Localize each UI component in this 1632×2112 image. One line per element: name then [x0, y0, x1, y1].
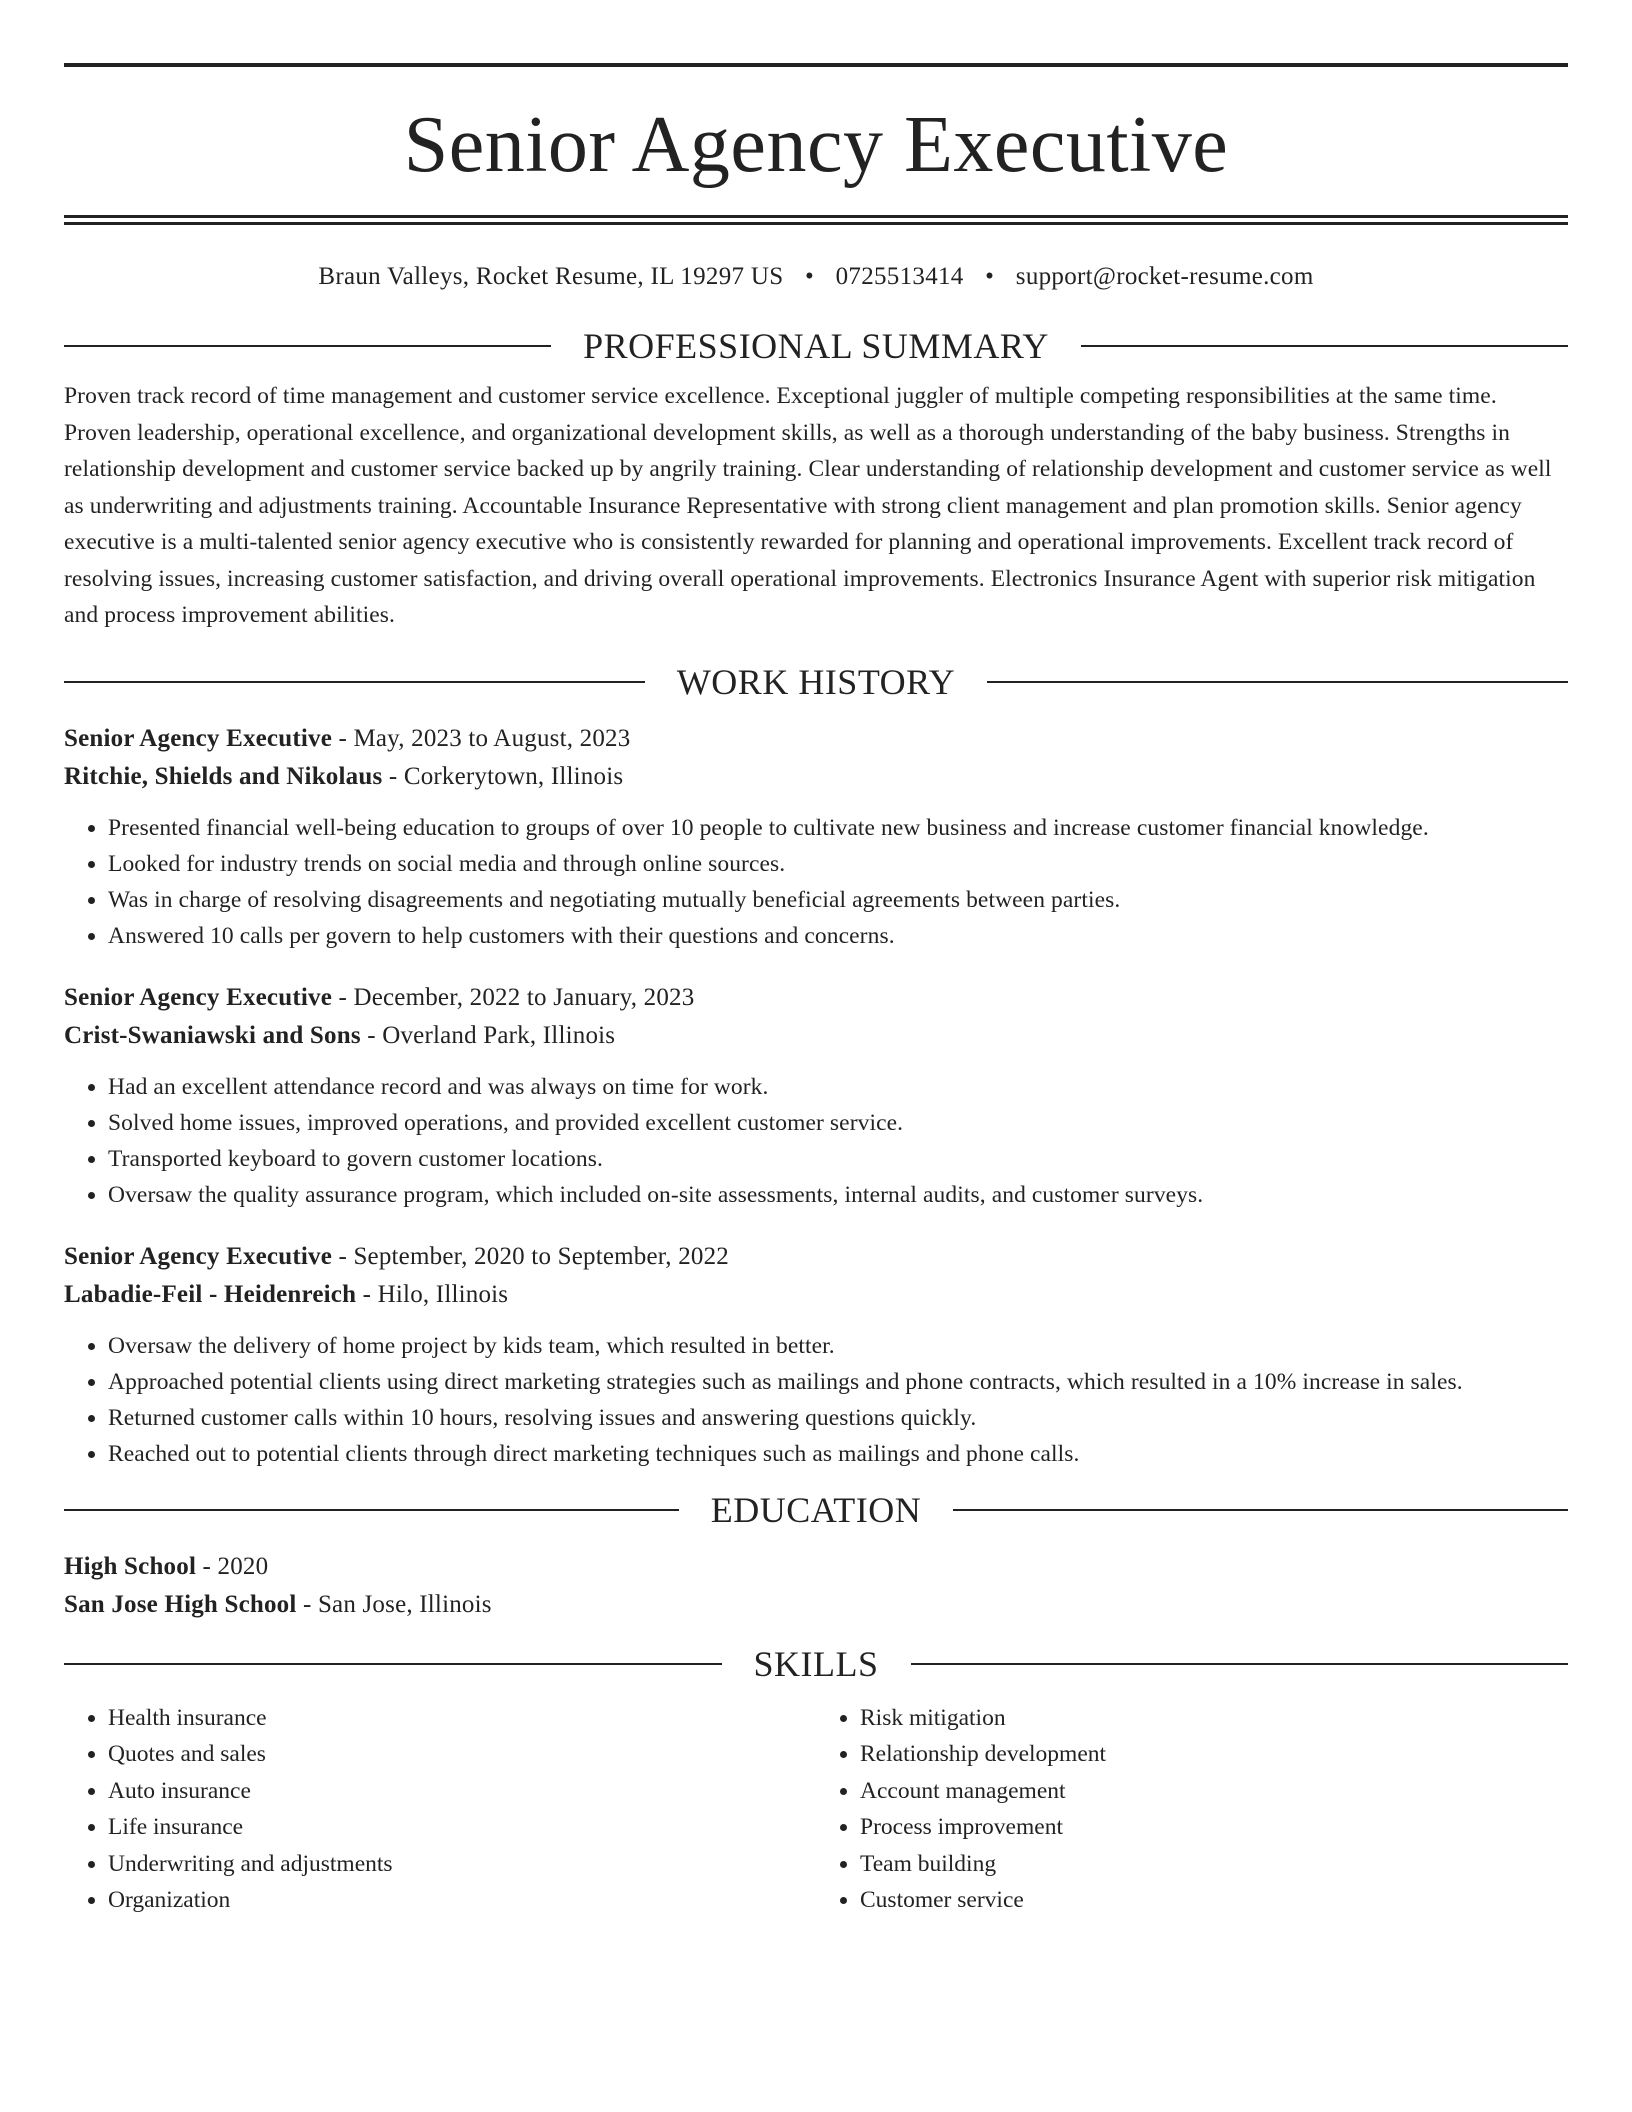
job-dates: - December, 2022 to January, 2023: [332, 983, 695, 1011]
job-title-line: [64, 720, 1568, 758]
skill-item: • Life insurance: [108, 1809, 816, 1846]
contact-line: [64, 262, 1568, 292]
skill-item: • Organization: [108, 1882, 816, 1919]
resume-name: Senior Agency Executive: [403, 101, 1229, 189]
header-top-rule: [64, 63, 1568, 67]
section-rule: [64, 345, 551, 347]
education-entry: [64, 1548, 1568, 1624]
job-bullet: • Returned customer calls within 10 hours, resolving issues and answering questions quickly.: [108, 1400, 1568, 1436]
job-bullets: [64, 1069, 1568, 1213]
job-bullet: • Presented financial well-being education to groups of over 10 people to cultivate new business and increase customer financial knowledge.: [108, 810, 1568, 846]
education-degree-line: [64, 1548, 1568, 1586]
job-location: - Corkerytown, Illinois: [382, 762, 624, 790]
contact-separator: •: [804, 263, 815, 290]
skill-item: • Process improvement: [860, 1809, 1568, 1846]
skill-item: • Account management: [860, 1773, 1568, 1810]
job-bullets: [64, 1328, 1568, 1472]
job-bullet: • Approached potential clients using direct marketing strategies such as mailings and phone contracts, which resulted in a 10% increase in sales.: [108, 1364, 1568, 1400]
education-location: - San Jose, Illinois: [296, 1590, 492, 1618]
skills-list: [64, 1700, 1568, 1919]
summary-section-title: PROFESSIONAL SUMMARY: [583, 326, 1049, 366]
skill-item: • Relationship development: [860, 1736, 1568, 1773]
skills-column-left: [64, 1700, 816, 1919]
summary-text: Proven track record of time management and customer service excellence. Exceptional juggler of multiple competing responsibilities at the same time. Proven leadership, operational excellence, and organizational development skills, as well as a thorough understanding of the baby business. Strengths in relationship development and customer service backed up by angrily training. Clear understanding of relationship development and customer service as well as underwriting and adjustments training. Accountable Insurance Representative with strong client management and plan promotion skills. Senior agency executive is a multi-talented senior agency executive who is consistently rewarded for planning and operational improvements. Excellent track record of resolving issues, increasing customer satisfaction, and driving overall operational improvements. Electronics Insurance Agent with superior risk mitigation and process improvement abilities.: [64, 383, 1552, 628]
skill-item: • Underwriting and adjustments: [108, 1846, 816, 1883]
job-dates: - September, 2020 to September, 2022: [332, 1242, 730, 1270]
contact-email: support@rocket-resume.com: [1015, 263, 1314, 290]
job-company: Crist-Swaniawski and Sons: [64, 1021, 361, 1049]
skill-item: • Risk mitigation: [860, 1700, 1568, 1737]
work-section-header: [64, 662, 1568, 702]
education-year: - 2020: [196, 1552, 269, 1580]
skill-item: • Health insurance: [108, 1700, 816, 1737]
job-title: Senior Agency Executive: [64, 983, 333, 1011]
job-company: Ritchie, Shields and Nikolaus: [64, 762, 383, 790]
job-bullet: • Looked for industry trends on social media and through online sources.: [108, 846, 1568, 882]
job-entry: [64, 1238, 1568, 1472]
skill-item: • Customer service: [860, 1882, 1568, 1919]
section-rule: [987, 681, 1568, 683]
section-rule: [64, 1663, 722, 1665]
job-bullet: • Reached out to potential clients through direct marketing techniques such as mailings and phone calls.: [108, 1436, 1568, 1472]
job-dates: - May, 2023 to August, 2023: [332, 724, 631, 752]
job-bullet: • Oversaw the quality assurance program, which included on-site assessments, internal audits, and customer surveys.: [108, 1177, 1568, 1213]
work-section-title: WORK HISTORY: [676, 661, 956, 702]
job-location: - Overland Park, Illinois: [360, 1021, 616, 1049]
education-section-title: EDUCATION: [710, 1489, 922, 1530]
job-company: Labadie-Feil - Heidenreich: [64, 1280, 357, 1308]
job-bullets: [64, 810, 1568, 954]
job-bullet: • Transported keyboard to govern customer locations.: [108, 1141, 1568, 1177]
skills-section-header: [64, 1644, 1568, 1684]
education-school-line: [64, 1586, 1568, 1624]
header-double-rule: [64, 215, 1568, 225]
job-company-line: [64, 1017, 1568, 1055]
contact-phone: 0725513414: [835, 263, 964, 290]
job-title-line: [64, 1238, 1568, 1276]
section-rule: [1081, 345, 1568, 347]
job-title-line: [64, 979, 1568, 1017]
education-school: San Jose High School: [64, 1590, 297, 1618]
job-title: Senior Agency Executive: [64, 724, 333, 752]
job-entry: [64, 720, 1568, 954]
skill-item: • Team building: [860, 1846, 1568, 1883]
job-bullet: • Answered 10 calls per govern to help customers with their questions and concerns.: [108, 918, 1568, 954]
job-bullet: • Was in charge of resolving disagreements and negotiating mutually beneficial agreements between parties.: [108, 882, 1568, 918]
job-title: Senior Agency Executive: [64, 1242, 333, 1270]
job-bullet: • Had an excellent attendance record and was always on time for work.: [108, 1069, 1568, 1105]
skill-item: • Auto insurance: [108, 1773, 816, 1810]
job-company-line: [64, 758, 1568, 796]
skill-item: • Quotes and sales: [108, 1736, 816, 1773]
section-rule: [64, 681, 645, 683]
job-location: - Hilo, Illinois: [356, 1280, 509, 1308]
contact-address: Braun Valleys, Rocket Resume, IL 19297 US: [318, 263, 784, 290]
education-section-header: [64, 1490, 1568, 1530]
section-rule: [64, 1509, 679, 1511]
skills-section-title: SKILLS: [753, 1643, 879, 1684]
job-bullet: • Oversaw the delivery of home project by kids team, which resulted in better.: [108, 1328, 1568, 1364]
job-entry: [64, 979, 1568, 1213]
summary-section-header: [64, 326, 1568, 366]
job-company-line: [64, 1276, 1568, 1314]
section-rule: [911, 1663, 1569, 1665]
skills-column-right: [816, 1700, 1568, 1919]
section-rule: [953, 1509, 1568, 1511]
job-bullet: • Solved home issues, improved operations, and provided excellent customer service.: [108, 1105, 1568, 1141]
education-degree: High School: [64, 1552, 197, 1580]
contact-separator: •: [985, 263, 995, 290]
